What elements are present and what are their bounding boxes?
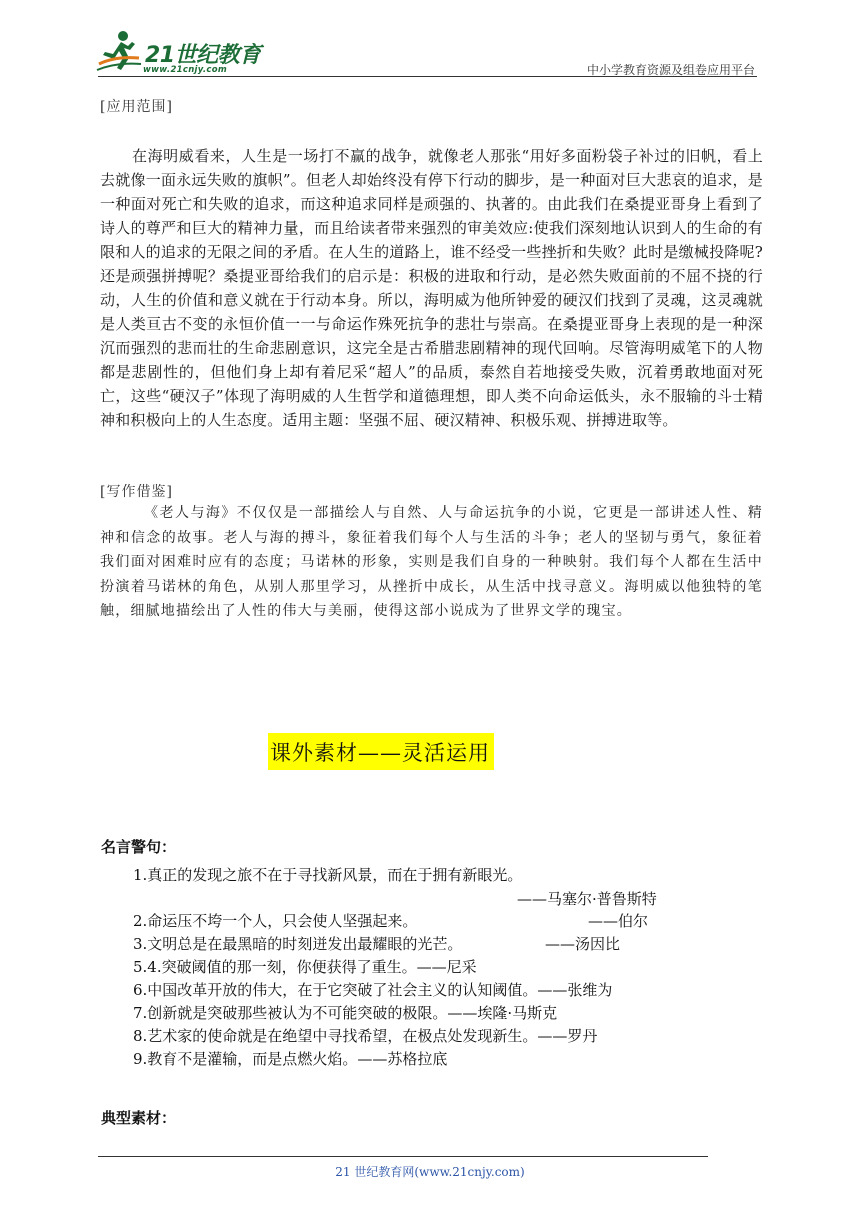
header-platform-text: 中小学教育资源及组卷应用平台 [586,63,755,77]
quote-item: 6.中国改革开放的伟大，在于它突破了社会主义的认知阈值。——张维为 [133,981,613,999]
site-logo [95,28,260,78]
typical-material-heading: 典型素材： [101,1109,177,1127]
writing-paragraph: 《老人与海》不仅仅是一部描绘人与自然、人与命运抗争的小说，它更是一部讲述人性、精神和信念的故事。老人与海的搏斗，象征着我们每个人与生活的斗争；老人的坚韧与勇气，象征着我们面对困难时应有的态度；马诺林的形象，实则是我们自身的一种映射。我们每个人都在生活中扮演着马诺林的角色，从别人那里学习，从挫折中成长，从生活中找寻意义。海明威以他独特的笔触，细腻地描绘出了人性的伟大与美丽，使得这部小说成为了世界文学的瑰宝。 [100,505,763,619]
quote-item: 5.4.突破阈值的那一刻，你便获得了重生。——尼采 [133,958,477,976]
quote-author: ——汤因比 [545,935,621,953]
section-tag-application: [应用范围] [100,99,173,115]
quote-item: 2.命运压不垮一个人，只会使人坚强起来。 [133,912,418,930]
logo-text: 21世纪教育 [145,43,261,68]
application-paragraph: 在海明威看来，人生是一场打不赢的战争，就像老人那张“用好多面粉袋子补过的旧帆，看上去就像一面永远失败的旗帜”。但老人却始终没有停下行动的脚步，是一种面对巨大悲哀的追求，是一种面对死亡和失败的追求，而这种追求同样是顽强的、执著的。由此我们在桑提亚哥身上看到了诗人的尊严和巨大的精神力量，而且给读者带来强烈的审美效应:使我们深刻地认识到人的生命的有限和人的追求的无限之间的矛盾。在人生的道路上，谁不经受一些挫折和失败？此时是缴械投降呢?还是顽强拼搏呢？桑提亚哥给我们的启示是：积极的进取和行动，是必然失败面前的不屈不挠的行动，人生的价值和意义就在于行动本身。所以，海明威为他所钟爱的硬汉们找到了灵魂，这灵魂就是人类亘古不变的永恒价值一一与命运作殊死抗争的悲壮与崇高。在桑提亚哥身上表现的是一种深沉而强烈的悲而壮的生命悲剧意识，这完全是古希腊悲剧精神的现代回响。尽管海明威笔下的人物都是悲剧性的，但他们身上却有着尼采“超人”的品质，泰然自若地接受失败，沉着勇敢地面对死亡，这些“硬汉子”体现了海明威的人生哲学和道德理想，即人类不向命运低头，永不服输的斗士精神和积极向上的人生态度。适用主题：坚强不屈、硬汉精神、积极乐观、拼搏进取等。 [100,147,763,429]
highlighted-section-title: 课外素材——灵活运用 [268,733,494,770]
footer-divider [98,1156,708,1157]
quotes-heading: 名言警句： [101,838,177,856]
quote-item: 9.教育不是灌输，而是点燃火焰。——苏格拉底 [133,1050,448,1068]
quote-author: ——马塞尔·普鲁斯特 [517,890,657,908]
quote-item: 3.文明总是在最黑暗的时刻迸发出最耀眼的光芒。 [133,935,463,953]
quote-author: ——伯尔 [588,912,649,930]
runner-logo-icon [95,28,145,76]
section-tag-writing: [写作借鉴] [100,484,173,500]
footer-text: 21 世纪教育网(www.21cnjy.com) [335,1165,525,1179]
header-divider [98,76,757,77]
logo-url: www.21cnjy.com [143,65,227,75]
quote-item: 1.真正的发现之旅不在于寻找新风景，而在于拥有新眼光。 [133,866,523,884]
quote-item: 8.艺术家的使命就是在绝望中寻找希望，在极点处发现新生。——罗丹 [133,1027,598,1045]
quote-item: 7.创新就是突破那些被认为不可能突破的极限。——埃隆·马斯克 [133,1004,558,1022]
